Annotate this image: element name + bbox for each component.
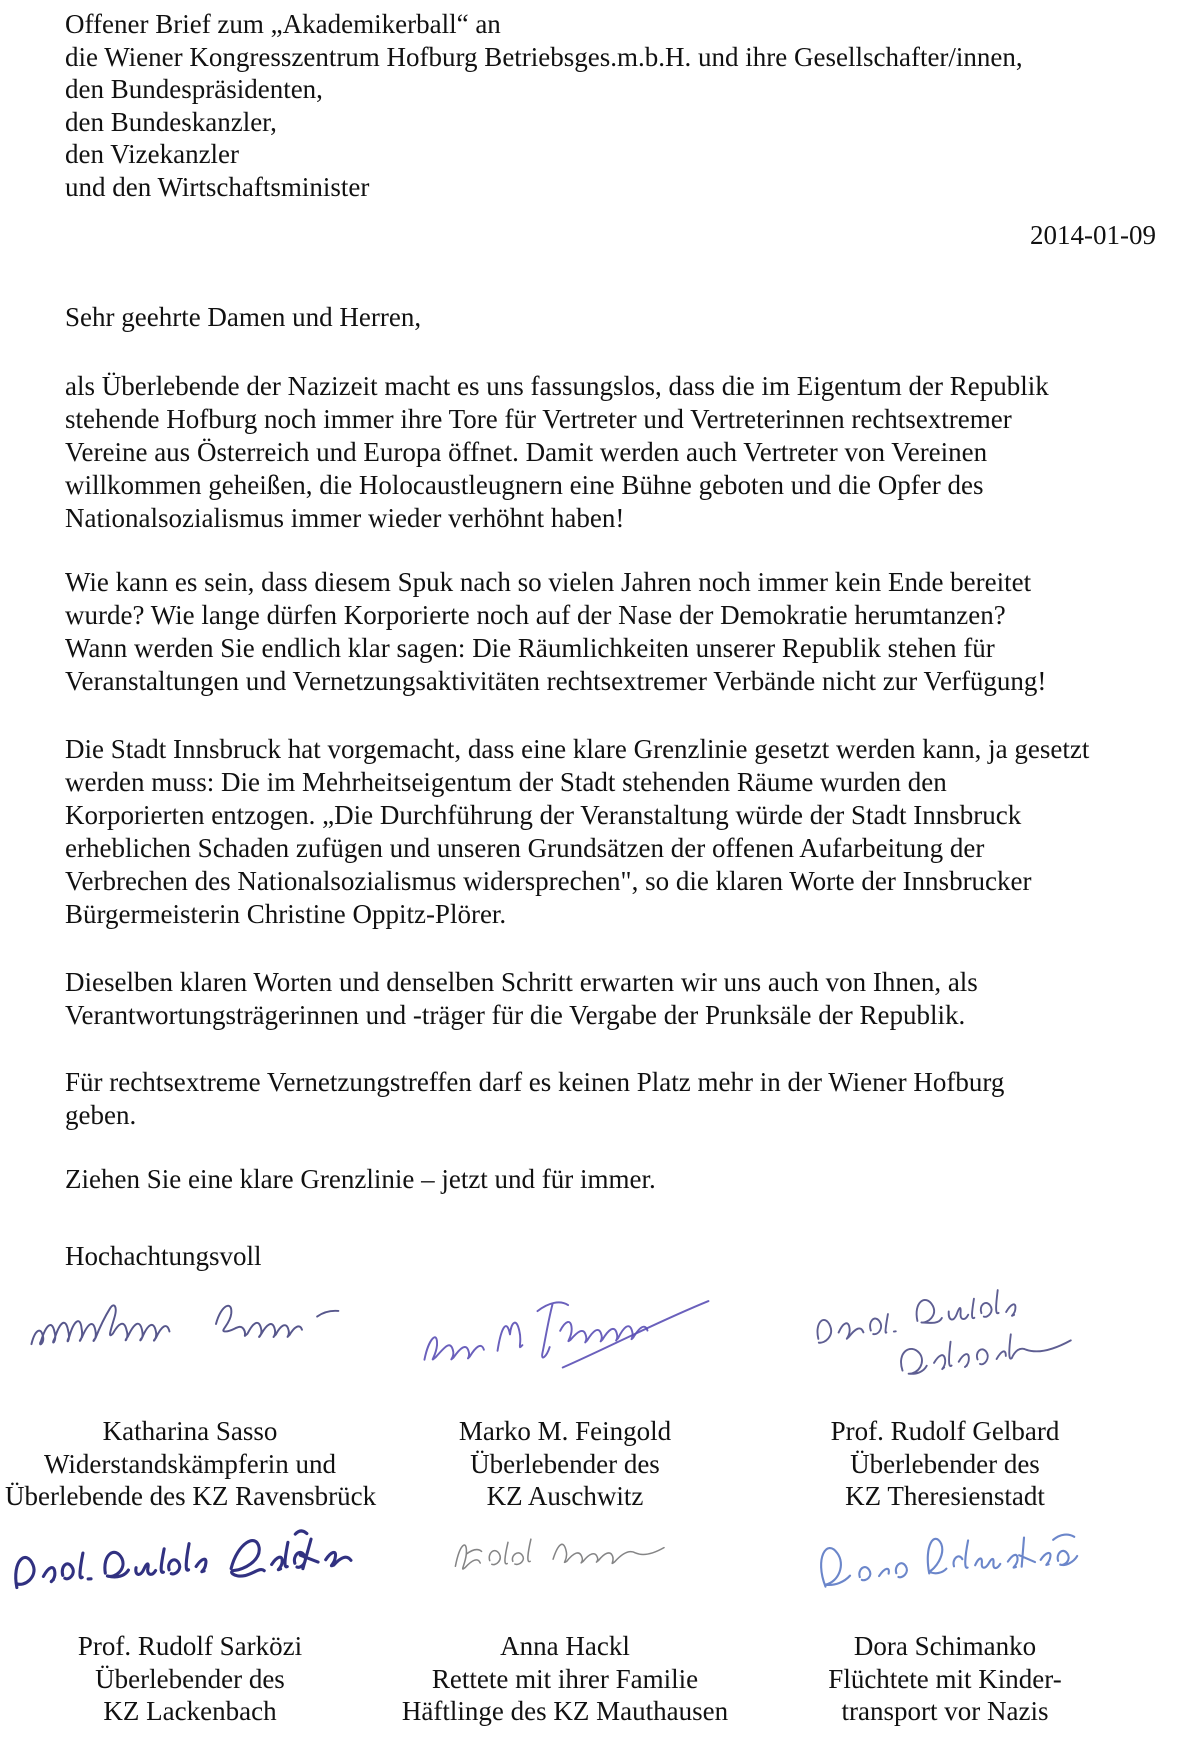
paragraph bbox=[65, 1163, 656, 1196]
signer-role-line: KZ Theresienstadt bbox=[845, 1481, 1045, 1511]
recipient-line: den Bundeskanzler, bbox=[65, 106, 277, 137]
text-line: Wie kann es sein, dass diesem Spuk nach so vielen Jahren noch immer kein Ende bereitet bbox=[65, 567, 1032, 597]
signer-anna-hackl bbox=[375, 1518, 755, 1728]
text-line: Nationalsozialismus immer wieder verhöhnt haben! bbox=[65, 503, 625, 533]
signature-dora-schimanko-image bbox=[803, 1511, 1087, 1612]
signer-name: Katharina Sasso bbox=[102, 1416, 278, 1446]
text-line: stehende Hofburg noch immer ihre Tore für Vertreter und Vertreterinnen rechtsextremer bbox=[65, 404, 1012, 434]
signer-role-line: KZ Lackenbach bbox=[103, 1696, 277, 1726]
letter-date: 2014-01-09 bbox=[1030, 220, 1156, 250]
closing-formula: Hochachtungsvoll bbox=[65, 1241, 262, 1271]
recipient-line: den Bundespräsidenten, bbox=[65, 74, 323, 104]
signer-role-line: KZ Auschwitz bbox=[486, 1481, 644, 1511]
signer-name: Prof. Rudolf Sarközi bbox=[77, 1631, 303, 1661]
text-line: erheblichen Schaden zufügen und unseren Grundsätzen der offenen Aufarbeitung der bbox=[65, 833, 985, 863]
recipient-block bbox=[65, 8, 1023, 203]
text-line: werden muss: Die im Mehrheitseigentum der Stadt stehenden Räume wurden den bbox=[65, 767, 947, 797]
signature-anna-hackl-image bbox=[444, 1512, 687, 1584]
text-line: Dieselben klaren Worten und denselben Schritt erwarten wir uns auch von Ihnen, als bbox=[65, 967, 978, 997]
recipient-line: und den Wirtschaftsminister bbox=[65, 171, 370, 202]
signature-marko-feingold-image bbox=[412, 1272, 718, 1390]
signer-name: Marko M. Feingold bbox=[458, 1416, 672, 1446]
paragraph bbox=[65, 1066, 1004, 1132]
text-line: wurde? Wie lange dürfen Korporierte noch auf der Nase der Demokratie herumtanzen? bbox=[65, 600, 1006, 630]
salutation: Sehr geehrte Damen und Herren, bbox=[65, 302, 422, 332]
signer-role-line: Überlebende des KZ Ravensbrück bbox=[5, 1481, 377, 1511]
signer-role-line: Flüchtete mit Kinder- bbox=[828, 1663, 1062, 1694]
signer-katharina-sasso bbox=[5, 1282, 375, 1513]
signer-role-line: transport vor Nazis bbox=[841, 1696, 1049, 1726]
paragraph bbox=[65, 566, 1046, 698]
text-line: willkommen geheißen, die Holocaustleugnern eine Bühne geboten und die Opfer des bbox=[65, 470, 984, 500]
paragraph bbox=[65, 733, 1089, 931]
text-line: Die Stadt Innsbruck hat vorgemacht, dass eine klare Grenzlinie gesetzt werden kann, ja gesetzt bbox=[65, 734, 1090, 764]
signer-name: Anna Hackl bbox=[500, 1631, 630, 1661]
text-line: geben. bbox=[65, 1100, 137, 1130]
signature-katharina-sasso-image bbox=[21, 1276, 358, 1364]
signature-rudolf-gelbard-image bbox=[802, 1266, 1089, 1414]
text-line: Wann werden Sie endlich klar sagen: Die Räumlichkeiten unserer Republik stehen für bbox=[65, 633, 995, 663]
text-line: Ziehen Sie eine klare Grenzlinie – jetzt und für immer. bbox=[65, 1164, 656, 1194]
signer-name: Dora Schimanko bbox=[853, 1631, 1037, 1661]
signature-rudolf-sarkoezi-image bbox=[4, 1508, 376, 1613]
signer-rudolf-sarkoezi bbox=[5, 1518, 375, 1728]
signer-role-line: Überlebender des bbox=[470, 1448, 660, 1479]
signature-row-1 bbox=[5, 1282, 1135, 1513]
text-line: Korporierten entzogen. „Die Durchführung der Veranstaltung würde der Stadt Innsbruck bbox=[65, 800, 1022, 830]
signer-role-line: Häftlinge des KZ Mauthausen bbox=[401, 1696, 729, 1726]
signer-role-line: Überlebender des bbox=[850, 1448, 1040, 1479]
paragraph bbox=[65, 370, 1049, 535]
signer-marko-feingold bbox=[375, 1282, 755, 1513]
text-line: Verbrechen des Nationalsozialismus widersprechen", so die klaren Worte der Innsbrucker bbox=[65, 866, 1032, 896]
signer-dora-schimanko bbox=[755, 1518, 1135, 1728]
text-line: als Überlebende der Nazizeit macht es uns fassungslos, dass die im Eigentum der Republik bbox=[65, 371, 1049, 401]
signer-role-line: Widerstandskämpferin und bbox=[43, 1448, 337, 1479]
text-line: Vereine aus Österreich und Europa öffnet. Damit werden auch Vertreter von Vereinen bbox=[65, 437, 988, 467]
signer-role-line: Rettete mit ihrer Familie bbox=[431, 1663, 699, 1694]
recipient-line: den Vizekanzler bbox=[65, 139, 240, 169]
signer-role-line: Überlebender des bbox=[95, 1663, 285, 1694]
text-line: Verantwortungsträgerinnen und -träger für die Vergabe der Prunksäle der Republik. bbox=[65, 1000, 966, 1030]
recipient-line: die Wiener Kongresszentrum Hofburg Betriebsges.m.b.H. und ihre Gesellschafter/innen, bbox=[65, 41, 1023, 72]
signature-row-2 bbox=[5, 1518, 1135, 1728]
text-line: Veranstaltungen und Vernetzungsaktivitäten rechtsextremer Verbände nicht zur Verfügung! bbox=[65, 666, 1047, 696]
letter-title: Offener Brief zum „Akademikerball“ an bbox=[65, 9, 501, 39]
text-line: Bürgermeisterin Christine Oppitz-Plörer. bbox=[65, 899, 507, 929]
text-line: Für rechtsextreme Vernetzungstreffen darf es keinen Platz mehr in der Wiener Hofburg bbox=[65, 1067, 1005, 1097]
signer-rudolf-gelbard bbox=[755, 1282, 1135, 1513]
signer-name: Prof. Rudolf Gelbard bbox=[830, 1416, 1060, 1446]
paragraph bbox=[65, 966, 978, 1032]
